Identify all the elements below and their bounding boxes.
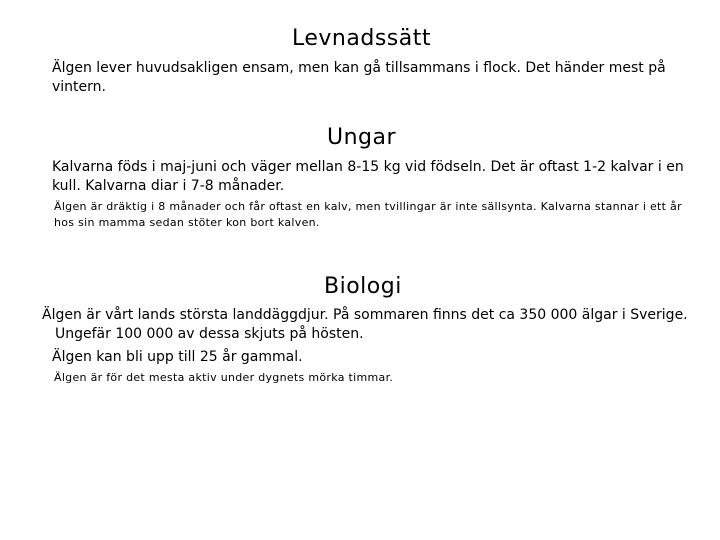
levnadssatt-paragraph: Älgen lever huvudsakligen ensam, men kan gå tillsammans i flock. Det händer mest på vintern.: [52, 60, 666, 95]
section-heading-levnadssatt: Levnadssätt: [292, 26, 431, 51]
biologi-paragraph-2: Älgen kan bli upp till 25 år gammal.: [52, 349, 303, 365]
biologi-note: Älgen är för det mesta aktiv under dygnets mörka timmar.: [54, 371, 394, 384]
biologi-paragraph-1: Älgen är vårt lands största landdäggdjur. På sommaren finns det ca 350 000 älgar i Sverige. Ungefär 100 000 av dessa skjuts på hösten.: [42, 307, 688, 342]
section-heading-ungar: Ungar: [327, 125, 397, 150]
section-heading-biologi: Biologi: [324, 274, 402, 299]
ungar-paragraph: Kalvarna föds i maj-juni och väger mellan 8-15 kg vid födseln. Det är oftast 1-2 kalvar i en kull. Kalvarna diar i 7-8 månader.: [52, 159, 684, 194]
ungar-note: Älgen är dräktig i 8 månader och får oftast en kalv, men tvillingar är inte sällsynta. Kalvarna stannar i ett år hos sin mamma sedan stöter kon bort kalven.: [54, 200, 682, 229]
